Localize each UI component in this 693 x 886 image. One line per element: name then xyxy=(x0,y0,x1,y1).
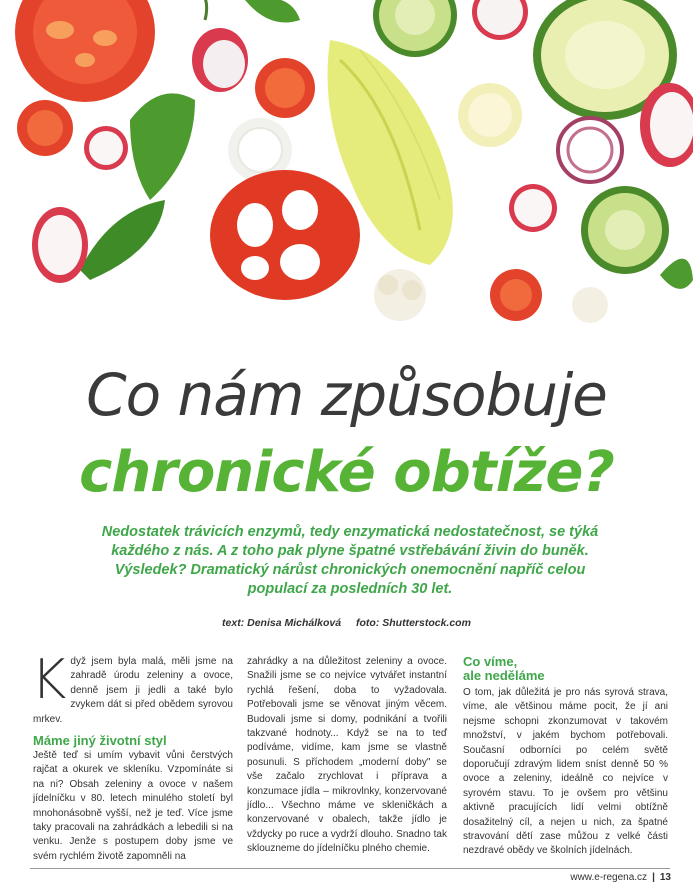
cauliflower-icon xyxy=(572,287,608,323)
radish-slice-icon xyxy=(509,184,557,232)
page-footer xyxy=(570,872,671,883)
cucumber-slice-icon xyxy=(581,186,669,274)
column-1-body: Ještě teď si umím vybavit vůni čerstvých rajčat a okurek ve skleníku. Vzpomínáte si na ni? Obsah zeleniny a ovoce v našem jídelníčku v 80. letech minulého století byl mnohonásobně vyšší, než je teď. Více jsme taky pracovali na zahrádkách a lebedili si na venku. Jenže s postupem doby jsme ve svém rychlém životě zapomněli na xyxy=(33,750,233,862)
article-column-2 xyxy=(247,655,447,857)
credits xyxy=(0,617,693,629)
onion-icon xyxy=(458,83,522,147)
hero-vegetables-photo xyxy=(0,0,693,345)
column-2-body: zahrádky a na důležitost zeleniny a ovoce. Snažili jsme se co nejvíce vytvářet instantní rychlá řešení, doba to vyžadovala. Potřebovali jsme se věnovat jiným věcem. Budovali jsme si domy, podnikání a tvořili takzvané hodnoty... Když se na to teď podíváme, vidíme, kam jsme se vlastně posunuli. S příchodem „moderní doby" se vše začalo zrychlovat i příprava a konzumace jídla – mikrovlnky, konzervované jídlo... Všechno máme ve skleničkách a konzervované v obalech, takže jídlo je vždycky po ruce a vydrží dlouho. Snadno tak sklouzneme do jídelníčku plného chemie. xyxy=(247,656,447,855)
tomato-slice-icon xyxy=(255,58,315,118)
cherry-tomato-icon xyxy=(490,269,542,321)
cauliflower-icon xyxy=(374,269,426,321)
column-3-body: O tom, jak důležitá je pro nás syrová strava, víme, ale většinou máme pocit, že jí ani nejsme schopni zkonzumovat v takovém množství, v jakém bychom potřebovali. Současní odborníci po celém světě doporučují zdravým lidem sníst denně 50 % ovoce a zeleniny, ideálně co nejvíce v syrovém stavu. To je ovšem pro většinu aktivně pracujících lidí velmi obtížně dosažitelný cíl, a nejen u nich, za špatné stravování dětí zase můžou z velké části nezdravé obědy ve školních jídelnách. xyxy=(463,687,668,857)
article-column-3 xyxy=(463,655,668,859)
subheading-lifestyle: Máme jiný životní styl xyxy=(33,733,167,749)
footer-separator: | xyxy=(652,872,655,883)
radish-slice-icon xyxy=(84,126,128,170)
subheading-line-2: ale neděláme xyxy=(463,668,545,683)
headline-line-1: Co nám způsobuje xyxy=(86,361,607,429)
intro-paragraph xyxy=(31,648,233,727)
lead-paragraph: Nedostatek trávicích enzymů, tedy enzymatická nedostatečnost, se týká každého z nás. A z toho pak plyne špatné vstřebávání živin do buněk. Výsledek? Dramatický nárůst chronických onemocnění napříč celou populací za posledních 30 let. xyxy=(101,524,599,597)
article-column-1 xyxy=(31,648,233,864)
website-url: www.e-regena.cz xyxy=(570,872,648,883)
intro-text: dyž jsem byla malá, měli jsme na zahradě úrodu zeleniny a ovoce, denně jsem ji jedli a také bylo zvykem dát si před obědem syrovou mrkev. xyxy=(33,656,233,725)
radish-icon xyxy=(32,207,88,283)
photo-credit: foto: Shutterstock.com xyxy=(356,617,471,629)
page-number: 13 xyxy=(659,872,671,883)
drop-cap: K xyxy=(31,648,67,711)
footer-divider xyxy=(30,868,670,869)
headline-line-2: chronické obtíže? xyxy=(79,440,614,505)
subheading-what-we-know xyxy=(463,655,668,683)
red-pepper-ring-icon xyxy=(210,170,360,300)
author-credit: text: Denisa Michálková xyxy=(222,617,342,629)
subheading-line-1: Co víme, xyxy=(463,654,518,669)
cherry-tomato-icon xyxy=(17,100,73,156)
